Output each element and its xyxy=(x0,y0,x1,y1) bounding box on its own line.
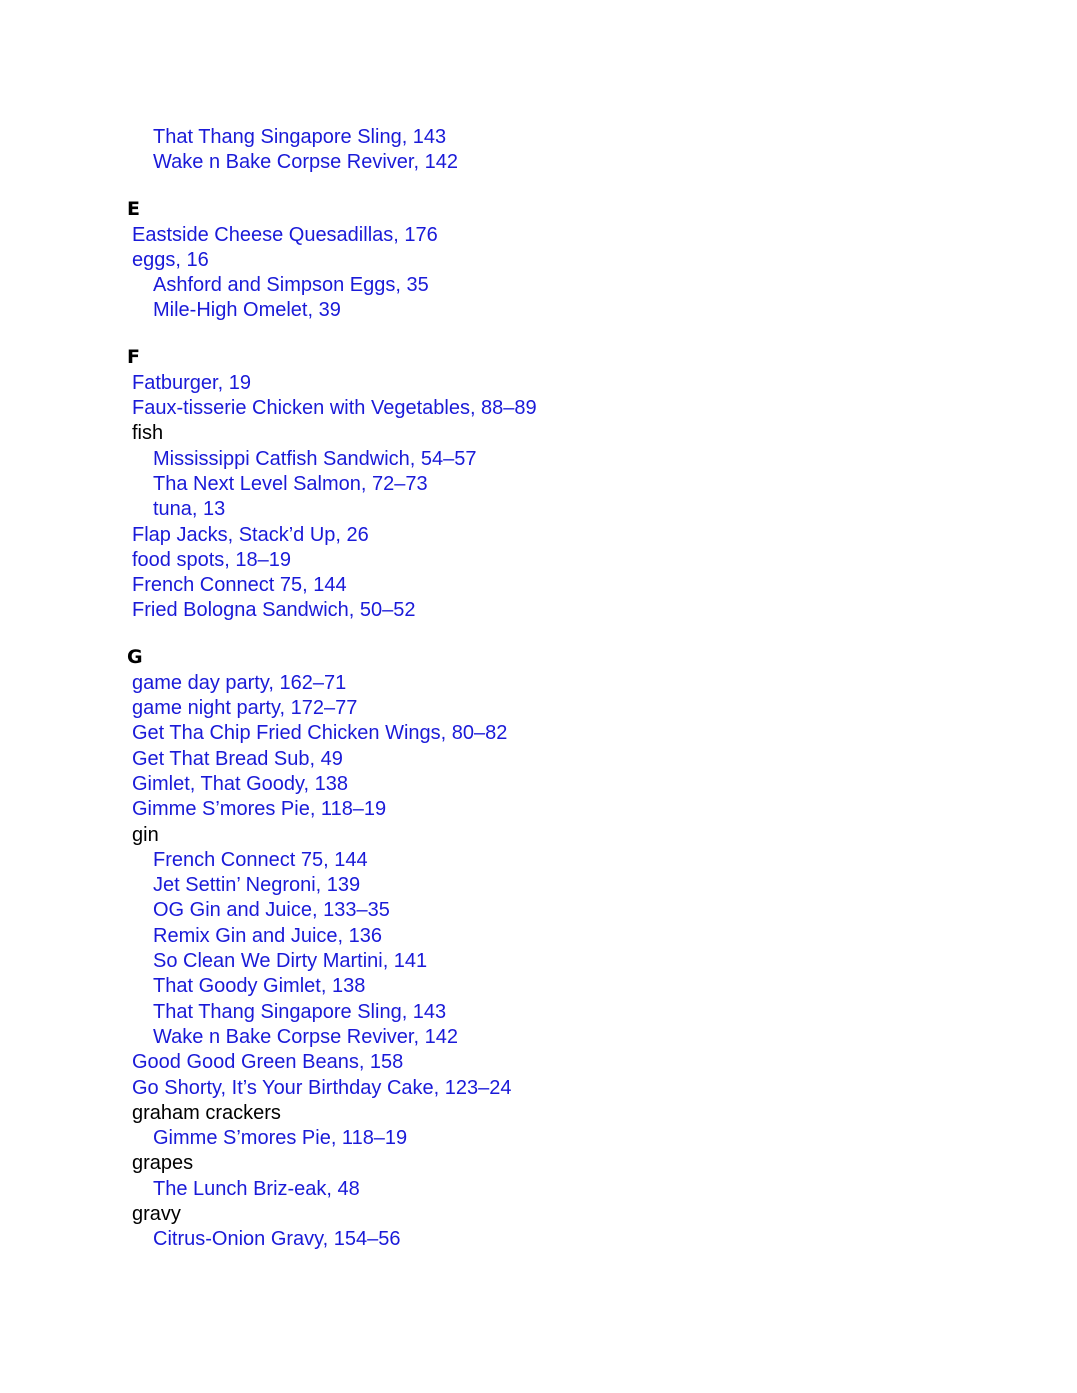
index-entry-link[interactable]: Go Shorty, It’s Your Birthday Cake, 123–24 xyxy=(132,1076,512,1099)
section-letter: F xyxy=(127,345,140,368)
index-heading-term: graham crackers xyxy=(132,1101,281,1124)
index-heading-term: gravy xyxy=(132,1202,181,1225)
index-entry-link[interactable]: game night party, 172–77 xyxy=(132,697,358,720)
index-entry-link[interactable]: Flap Jacks, Stack’d Up, 26 xyxy=(132,523,369,546)
index-section-e xyxy=(127,196,1032,324)
index-subentry-link[interactable]: That Thang Singapore Sling, 143 xyxy=(153,1000,447,1023)
index-subentry-link[interactable]: Citrus-Onion Gravy, 154–56 xyxy=(153,1228,401,1251)
index-entry-link[interactable]: Gimme S’mores Pie, 118–19 xyxy=(132,798,387,821)
index-subentry-link[interactable]: That Goody Gimlet, 138 xyxy=(153,975,366,998)
index-section-g xyxy=(127,644,1032,1253)
index-subentry-link[interactable]: Remix Gin and Juice, 136 xyxy=(153,924,383,947)
index-entry-link[interactable]: Good Good Green Beans, 158 xyxy=(132,1051,404,1074)
index-subentry-link[interactable]: OG Gin and Juice, 133–35 xyxy=(153,899,390,922)
index-subentry-link[interactable]: Mississippi Catfish Sandwich, 54–57 xyxy=(153,447,477,470)
index-heading-term: fish xyxy=(132,422,164,445)
index-entry-link[interactable]: Fried Bologna Sandwich, 50–52 xyxy=(132,599,416,622)
index-subentry-link[interactable]: So Clean We Dirty Martini, 141 xyxy=(153,950,428,973)
index-section-f xyxy=(127,344,1032,624)
index-entry-link[interactable]: French Connect 75, 144 xyxy=(132,574,347,597)
index-subentry-link[interactable]: The Lunch Briz-eak, 48 xyxy=(153,1177,360,1200)
index-entry-link[interactable]: Get That Bread Sub, 49 xyxy=(132,747,343,770)
index-entry-link[interactable]: game day party, 162–71 xyxy=(132,671,347,694)
section-letter: G xyxy=(127,645,143,668)
index-heading-term: grapes xyxy=(132,1152,194,1175)
index-subentry-link[interactable]: Tha Next Level Salmon, 72–73 xyxy=(153,472,428,495)
index-subentry-link[interactable]: Mile-High Omelet, 39 xyxy=(153,299,341,322)
section-letter: E xyxy=(127,197,140,220)
index-entry-link[interactable]: Eastside Cheese Quesadillas, 176 xyxy=(132,223,438,246)
index-page xyxy=(127,125,1032,1273)
index-subentry-link[interactable]: Ashford and Simpson Eggs, 35 xyxy=(153,274,429,297)
index-subentry-link[interactable]: tuna, 13 xyxy=(153,498,226,521)
index-subentry-link[interactable]: That Thang Singapore Sling, 143 xyxy=(153,126,447,148)
index-subentry-link[interactable]: Jet Settin’ Negroni, 139 xyxy=(153,874,361,897)
index-subentry-link[interactable]: Wake n Bake Corpse Reviver, 142 xyxy=(153,151,458,174)
index-subentry-link[interactable]: Gimme S’mores Pie, 118–19 xyxy=(153,1127,408,1150)
index-entry-link[interactable]: Faux-tisserie Chicken with Vegetables, 88–89 xyxy=(132,397,537,420)
index-entry-link[interactable]: Gimlet, That Goody, 138 xyxy=(132,772,349,795)
index-entry-link[interactable]: Get Tha Chip Fried Chicken Wings, 80–82 xyxy=(132,722,508,745)
index-heading-term: gin xyxy=(132,823,159,846)
index-entry-link[interactable]: food spots, 18–19 xyxy=(132,548,292,571)
index-section-continued xyxy=(132,125,1032,176)
index-entry-link[interactable]: eggs, 16 xyxy=(132,248,209,271)
index-subentry-link[interactable]: French Connect 75, 144 xyxy=(153,848,368,871)
index-entry-link[interactable]: Fatburger, 19 xyxy=(132,371,251,394)
index-subentry-link[interactable]: Wake n Bake Corpse Reviver, 142 xyxy=(153,1025,458,1048)
